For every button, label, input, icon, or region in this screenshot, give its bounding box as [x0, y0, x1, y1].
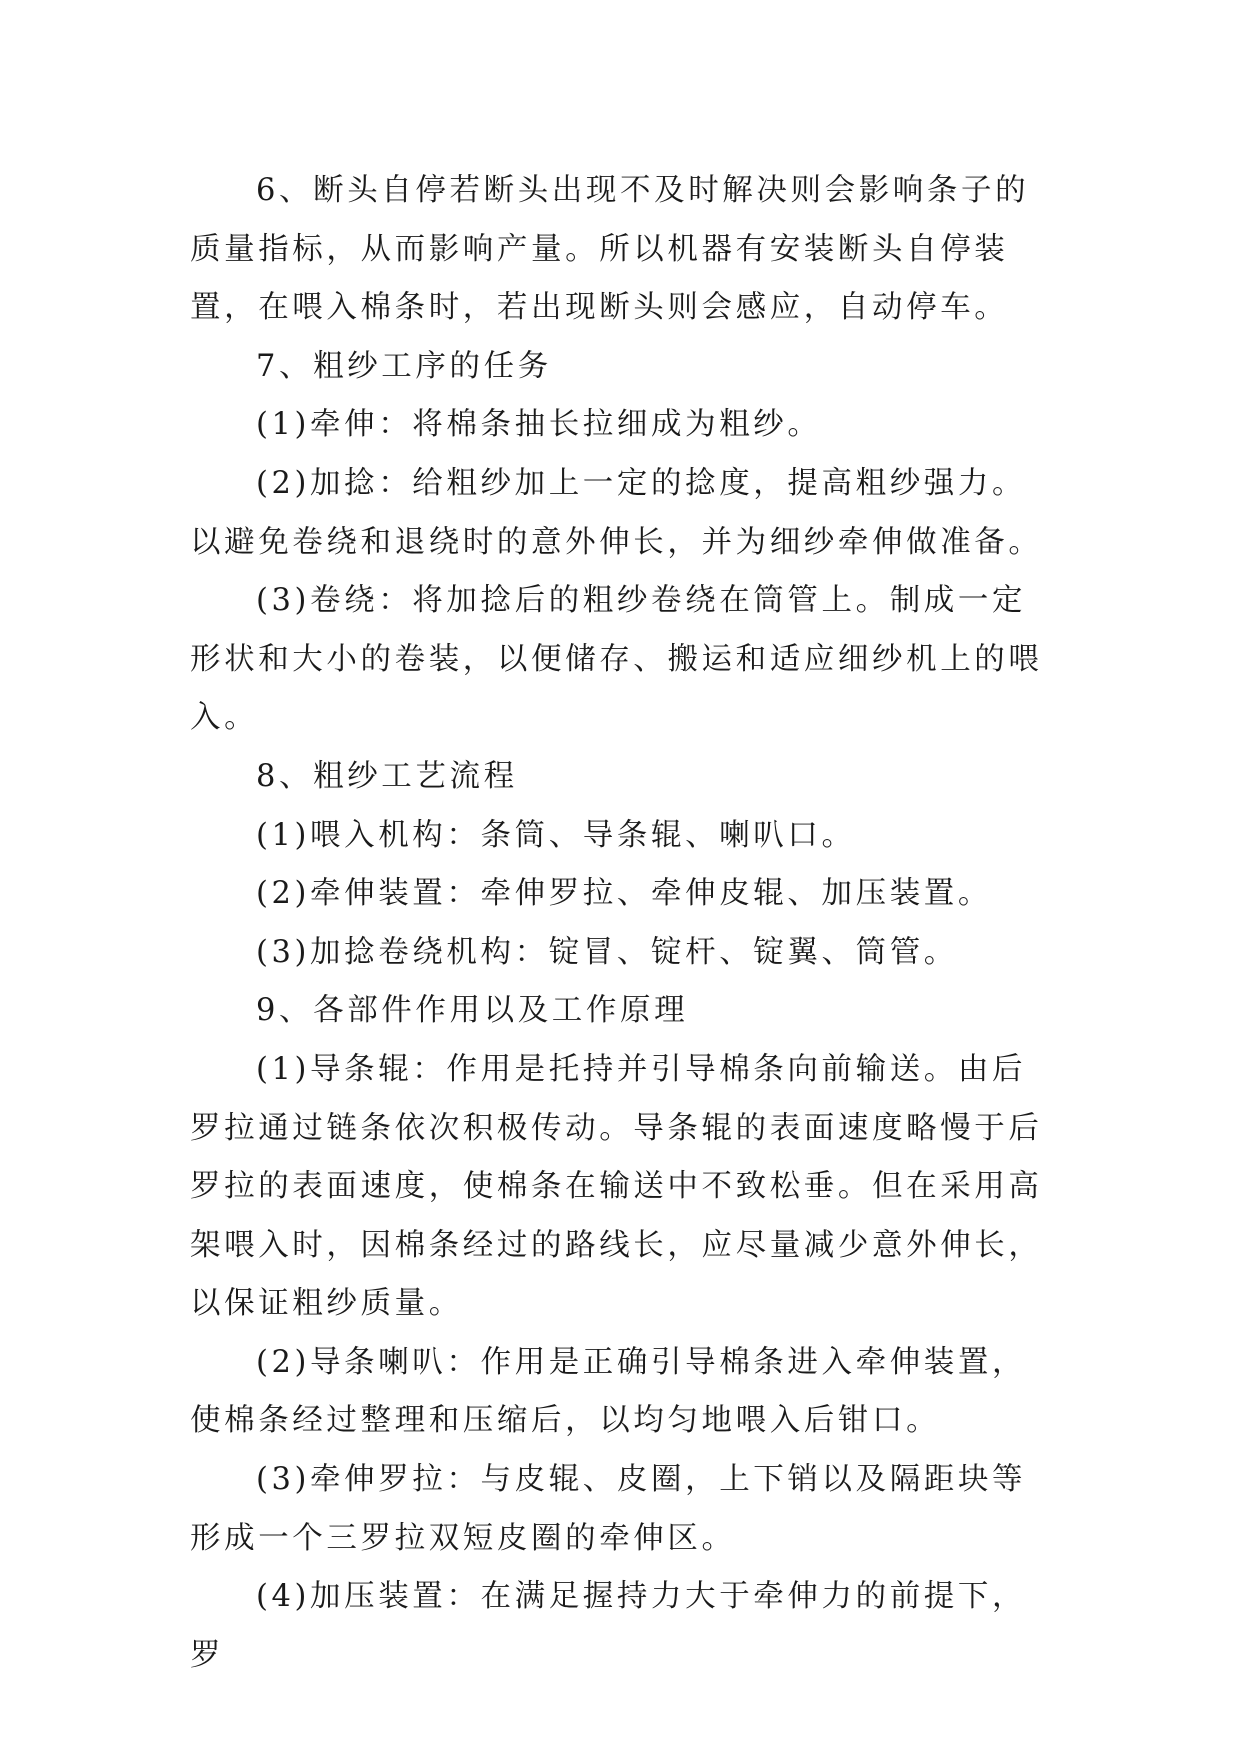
paragraph-pressure-device: (4)加压装置：在满足握持力大于牵伸力的前提下，罗 — [190, 1579, 1027, 1673]
paragraph-feeding-mechanism: (1)喂入机构：条筒、导条辊、喇叭口。 — [256, 817, 856, 853]
paragraph-guide-roller: (1)导条辊：作用是托持并引导棉条向前输送。由后罗拉通过链条依次积极传动。导条辊的表面速度略慢于后罗拉的表面速度，使棉条在输送中不致松垂。但在采用高架喂入时，因棉条经过的路线长，应尽量减少意外伸长，以保证粗纱质量。 — [190, 1051, 1043, 1322]
heading-roving-process: 8、粗纱工艺流程 — [256, 758, 518, 794]
paragraph-guide-trumpet: (2)导条喇叭：作用是正确引导棉条进入牵伸装置，使棉条经过整理和压缩后，以均匀地喂入后钳口。 — [190, 1344, 1027, 1439]
paragraph-break-stop: 6、断头自停若断头出现不及时解决则会影响条子的质量指标，从而影响产量。所以机器有安装断头自停装置，在喂入棉条时，若出现断头则会感应，自动停车。 — [190, 173, 1030, 326]
paragraph-drafting: (1)牵伸：将棉条抽长拉细成为粗纱。 — [256, 407, 822, 443]
paragraph-drafting-roller: (3)牵伸罗拉：与皮辊、皮圈，上下销以及隔距块等形成一个三罗拉双短皮圈的牵伸区。 — [190, 1462, 1027, 1556]
heading-component-functions: 9、各部件作用以及工作原理 — [256, 993, 689, 1029]
paragraph-drafting-device: (2)牵伸装置：牵伸罗拉、牵伸皮辊、加压装置。 — [256, 876, 993, 912]
heading-roving-tasks: 7、粗纱工序的任务 — [256, 348, 552, 384]
paragraph-twisting: (2)加捻：给粗纱加上一定的捻度，提高粗纱强力。以避免卷绕和退绕时的意外伸长，并为细纱牵伸做准备。 — [190, 465, 1043, 560]
paragraph-winding: (3)卷绕：将加捻后的粗纱卷绕在筒管上。制成一定形状和大小的卷装，以便储存、搬运和适应细纱机上的喂入。 — [190, 583, 1043, 736]
paragraph-twist-winding-mechanism: (3)加捻卷绕机构：锭冒、锭杆、锭翼、筒管。 — [256, 934, 958, 970]
document-body — [190, 162, 1060, 1685]
